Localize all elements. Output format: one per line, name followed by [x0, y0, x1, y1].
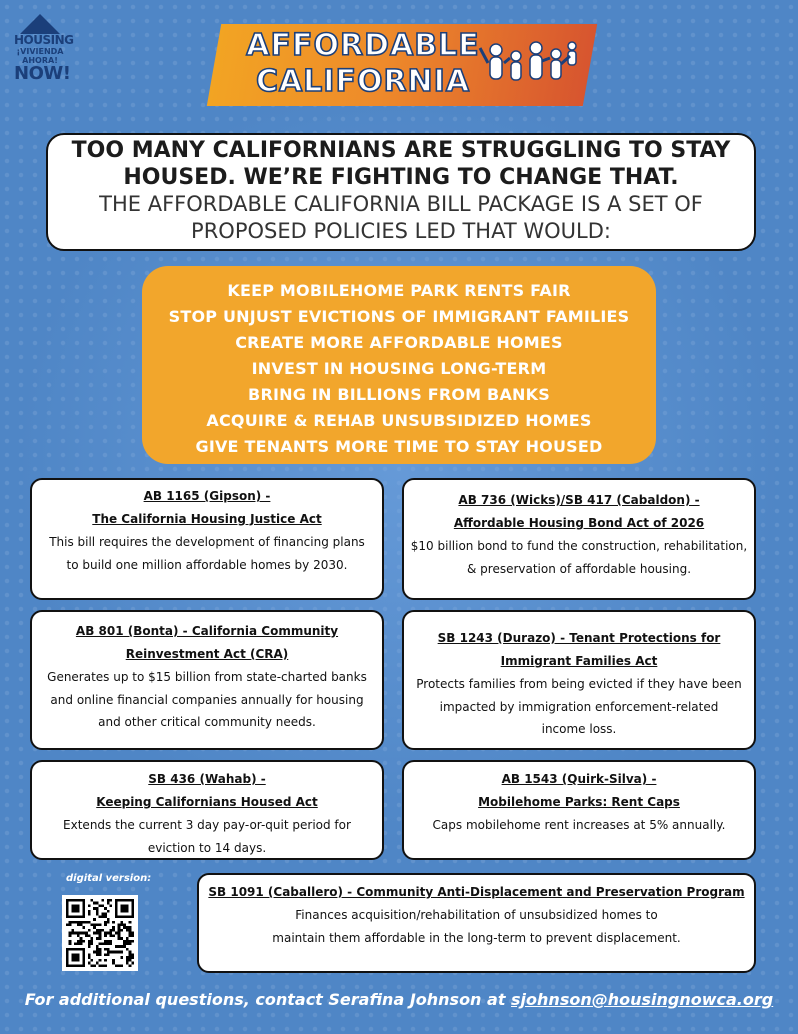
bill-subtitle: Mobilehome Parks: Rent Caps — [478, 795, 680, 809]
bill-description: This bill requires the development of financing plans to build one million affordable homes by 2030. — [49, 535, 365, 572]
bill-title: AB 1165 (Gipson) - — [143, 489, 271, 503]
bill-subtitle: Affordable Housing Bond Act of 2026 — [453, 516, 705, 530]
headline-box — [46, 133, 756, 251]
bill-description: Generates up to $15 billion from state-charted banks and online financial companies annually for housing and other critical community needs. — [47, 670, 367, 729]
bill-card-sb436 — [30, 760, 384, 860]
bill-subtitle: The California Housing Justice Act — [92, 512, 322, 526]
bill-card-sb1091 — [197, 873, 756, 973]
digital-version-label: digital version: — [66, 873, 152, 884]
housing-now-logo — [14, 14, 74, 84]
contact-email-link[interactable]: sjohnson@housingnowca.org — [511, 990, 774, 1009]
qr-code-icon — [66, 899, 134, 967]
bill-card-ab1543 — [402, 760, 756, 860]
qr-code[interactable] — [62, 895, 138, 971]
goal-item: CREATE MORE AFFORDABLE HOMES — [235, 333, 563, 352]
goal-item: ACQUIRE & REHAB UNSUBSIDIZED HOMES — [206, 411, 592, 430]
bill-title: SB 436 (Wahab) - — [148, 772, 266, 786]
logo-line-3: AHORA! — [22, 56, 58, 65]
logo-line-2: ¡VIVIENDA — [16, 47, 64, 56]
bill-description: Finances acquisition/rehabilitation of unsubsidized homes to maintain them affordable in the long-term to prevent displacement. — [272, 908, 681, 945]
goal-item: KEEP MOBILEHOME PARK RENTS FAIR — [227, 281, 571, 300]
house-roof-icon — [20, 14, 60, 34]
bill-title: AB 801 (Bonta) - California Community Reinvestment Act (CRA) — [75, 624, 339, 661]
goal-item: STOP UNJUST EVICTIONS OF IMMIGRANT FAMILIES — [168, 307, 630, 326]
footer-contact — [0, 990, 798, 1009]
goals-box — [142, 266, 656, 464]
goal-item: BRING IN BILLIONS FROM BANKS — [248, 385, 550, 404]
family-people-icon — [478, 36, 578, 94]
bill-card-sb1243 — [402, 610, 756, 750]
banner-title — [238, 28, 488, 100]
bill-subtitle: Keeping Californians Housed Act — [96, 795, 318, 809]
bill-card-ab736 — [402, 478, 756, 600]
bill-card-ab801 — [30, 610, 384, 750]
bill-description: Extends the current 3 day pay-or-quit period for eviction to 14 days. — [63, 818, 351, 855]
banner-title-line-2: CALIFORNIA — [255, 64, 471, 99]
bill-card-ab1165 — [30, 478, 384, 600]
bill-title: AB 1543 (Quirk-Silva) - — [501, 772, 657, 786]
bill-description: Protects families from being evicted if they have been impacted by immigration enforcement-related income loss. — [416, 677, 742, 736]
logo-line-4: NOW! — [14, 63, 71, 84]
headline-intro: THE AFFORDABLE CALIFORNIA BILL PACKAGE IS A SET OF PROPOSED POLICIES LED THAT WOULD: — [99, 192, 703, 243]
goal-item: INVEST IN HOUSING LONG-TERM — [251, 359, 547, 378]
bill-title: SB 1091 (Caballero) - Community Anti-Displacement and Preservation Program — [208, 885, 745, 899]
logo-line-1: HOUSING — [14, 33, 74, 47]
bill-title: AB 736 (Wicks)/SB 417 (Cabaldon) - — [458, 493, 700, 507]
headline-bold: TOO MANY CALIFORNIANS ARE STRUGGLING TO STAY HOUSED. WE’RE FIGHTING TO CHANGE THAT. — [71, 138, 731, 190]
bill-description: Caps mobilehome rent increases at 5% annually. — [432, 818, 726, 832]
footer-text: For additional questions, contact Serafina Johnson at — [24, 990, 512, 1009]
goal-item: GIVE TENANTS MORE TIME TO STAY HOUSED — [195, 437, 603, 456]
banner-title-line-1: AFFORDABLE — [246, 28, 480, 63]
bill-title: SB 1243 (Durazo) - Tenant Protections for Immigrant Families Act — [437, 631, 721, 668]
bill-description: $10 billion bond to fund the construction, rehabilitation, & preservation of affordable housing. — [410, 539, 748, 576]
